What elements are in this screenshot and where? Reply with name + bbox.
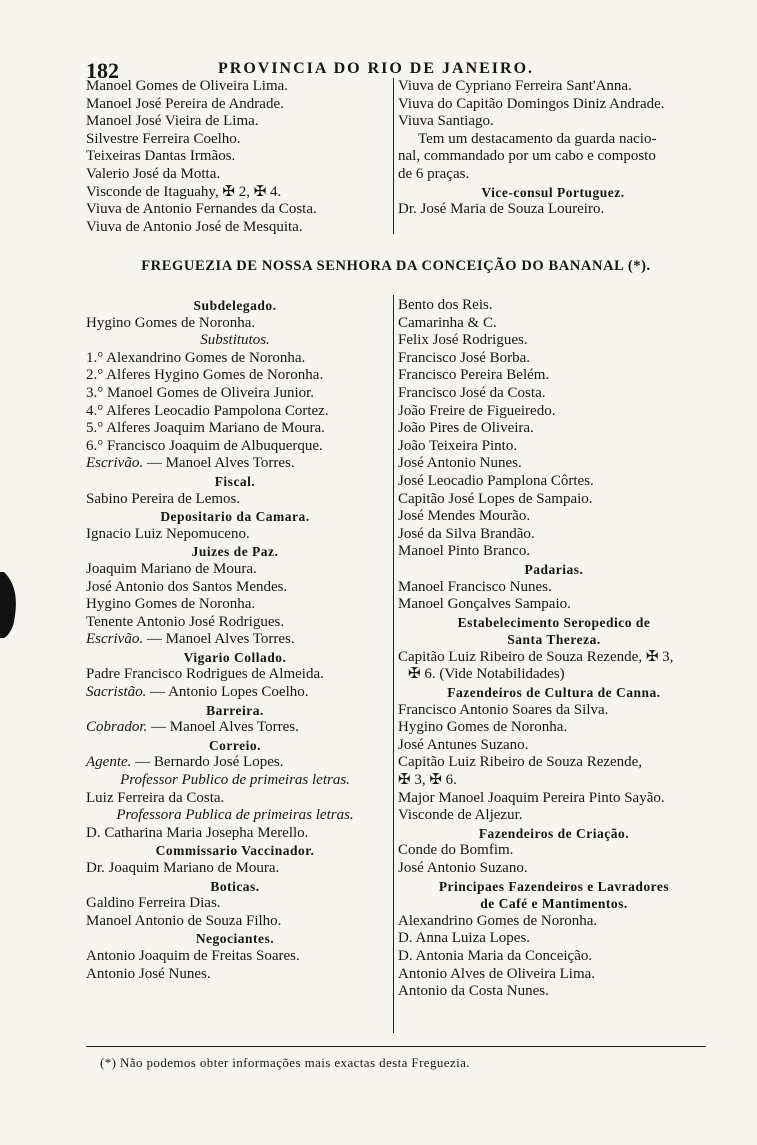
fiscal-heading: Fiscal.	[214, 473, 256, 489]
garrison-note: nal, commandado por um cabo e composto	[398, 148, 656, 165]
depositario-name: Ignacio Luiz Nepomuceno.	[86, 525, 250, 542]
list-item: D. Anna Luiza Lopes.	[398, 930, 531, 947]
list-item: Silvestre Ferreira Coelho.	[86, 130, 241, 147]
list-item: Joaquim Mariano de Moura.	[86, 560, 257, 577]
list-item: 3.° Manoel Gomes de Oliveira Junior.	[86, 384, 315, 401]
list-item: Viuva do Capitão Domingos Diniz Andrade.	[398, 95, 665, 112]
top-left-column	[86, 78, 386, 236]
list-item: Manoel Gomes de Oliveira Lima.	[86, 78, 289, 94]
list-item: Visconde de Aljezur.	[398, 807, 523, 824]
sacristao-name: — Antonio Lopes Coelho.	[150, 684, 309, 701]
list-item: D. Antonia Maria da Conceição.	[398, 947, 593, 964]
vice-consul-name: Dr. José Maria de Souza Loureiro.	[398, 201, 605, 218]
footnote: (*) Não podemos obter informações mais exactas desta Freguezia.	[100, 1055, 470, 1070]
list-item: 5.° Alferes Joaquim Mariano de Moura.	[86, 420, 325, 437]
list-item: Antonio Alves de Oliveira Lima.	[398, 965, 596, 982]
list-item: Bento dos Reis.	[398, 297, 493, 313]
boticas-heading: Boticas.	[210, 878, 260, 894]
cobrador-label: Cobrador.	[86, 719, 148, 736]
list-item: Manoel José Pereira de Andrade.	[86, 95, 284, 112]
list-item: Capitão Luiz Ribeiro de Souza Rezende,	[398, 754, 643, 771]
list-item: Viuva Santiago.	[398, 113, 494, 130]
list-item: João Teixeira Pinto.	[398, 437, 518, 454]
subdelegado-name: Hygino Gomes de Noronha.	[86, 314, 256, 331]
list-item: José da Silva Brandão.	[398, 525, 535, 542]
barreira-heading: Barreira.	[206, 702, 264, 718]
escrivao-name: — Manoel Alves Torres.	[146, 455, 295, 472]
list-item: Francisco José da Costa.	[398, 384, 546, 401]
escrivao-label: Escrivão.	[86, 455, 144, 472]
list-item: José Antonio Suzano.	[398, 860, 528, 876]
column-divider	[393, 78, 394, 234]
sacristao-label: Sacristão.	[86, 684, 147, 701]
list-item: João Pires de Oliveira.	[398, 420, 534, 437]
list-item: Francisco Antonio Soares da Silva.	[398, 701, 609, 718]
top-right-column	[398, 78, 708, 219]
list-item: Manoel Antonio de Souza Filho.	[86, 912, 282, 929]
footnote-rule	[86, 1046, 706, 1047]
page-number: 182	[86, 58, 119, 83]
list-item: Major Manoel Joaquim Pereira Pinto Sayão.	[398, 789, 665, 806]
list-item: Capitão Luiz Ribeiro de Souza Rezende, ✠ 3,	[398, 648, 674, 665]
criacao-heading: Fazendeiros de Criação.	[478, 825, 630, 841]
agente-name: — Bernardo José Lopes.	[135, 754, 284, 771]
negociantes-heading: Negociantes.	[195, 931, 275, 947]
list-item: Conde do Bomfim.	[398, 842, 514, 859]
list-item: Antonio José Nunes.	[86, 965, 211, 982]
list-item: José Mendes Mourão.	[398, 508, 531, 525]
principaes-heading: de Café e Mantimentos.	[480, 896, 628, 912]
list-item: 6.° Francisco Joaquim de Albuquerque.	[86, 437, 323, 454]
list-item: 2.° Alferes Hygino Gomes de Noronha.	[86, 367, 324, 384]
professora-heading: Professora Publica de primeiras letras.	[116, 807, 354, 824]
list-item: Valerio José da Motta.	[86, 165, 221, 182]
correio-heading: Correio.	[208, 737, 262, 753]
list-item: José Antonio Nunes.	[398, 455, 522, 472]
list-item: 1.° Alexandrino Gomes de Noronha.	[86, 349, 306, 366]
garrison-note: de 6 praças.	[398, 165, 470, 182]
escrivao-name: — Manoel Alves Torres.	[146, 631, 295, 648]
vice-consul-heading: Vice-consul Portuguez.	[481, 184, 625, 200]
running-title: PROVINCIA DO RIO DE JANEIRO.	[218, 60, 535, 77]
list-item: Viuva de Antonio Fernandes da Costa.	[86, 201, 317, 218]
list-item: José Leocadio Pamplona Côrtes.	[398, 472, 594, 489]
canna-heading: Fazendeiros de Cultura de Canna.	[447, 685, 661, 701]
list-item: Camarinha & C.	[398, 314, 497, 331]
garrison-note: Tem um destacamento da guarda nacio-	[418, 130, 657, 147]
list-item: Hygino Gomes de Noronha.	[86, 596, 256, 613]
professor-name: Luiz Ferreira da Costa.	[86, 789, 225, 806]
list-item: 4.° Alferes Leocadio Pampolona Cortez.	[86, 402, 329, 419]
escrivao-line	[86, 455, 384, 473]
juizes-heading: Juizes de Paz.	[191, 544, 279, 560]
section-title: FREGUEZIA DE NOSSA SENHORA DA CONCEIÇÃO DO BANANAL (*).	[141, 258, 651, 274]
list-item: Antonio da Costa Nunes.	[398, 983, 549, 1000]
sacristao-line	[86, 684, 384, 702]
cobrador-name: — Manoel Alves Torres.	[151, 719, 299, 736]
list-item: Manoel Gonçalves Sampaio.	[398, 596, 571, 613]
agente-label: Agente.	[86, 754, 132, 771]
right-column	[398, 297, 710, 1001]
list-item: João Freire de Figueiredo.	[398, 402, 556, 419]
left-column	[86, 297, 384, 983]
list-item: José Antonio dos Santos Mendes.	[86, 578, 288, 595]
list-item: Manoel Francisco Nunes.	[398, 578, 552, 595]
list-item: Capitão José Lopes de Sampaio.	[398, 490, 593, 507]
agente-line	[86, 754, 384, 772]
list-item: Tenente Antonio José Rodrigues.	[86, 613, 285, 630]
list-item: José Antunes Suzano.	[398, 736, 529, 753]
professora-name: D. Catharina Maria Josepha Merello.	[86, 824, 309, 841]
estabelecimento-heading: Santa Thereza.	[507, 632, 601, 648]
padarias-heading: Padarias.	[524, 561, 584, 577]
list-item: Francisco Pereira Belém.	[398, 367, 550, 384]
escrivao-line	[86, 631, 384, 649]
vigario-name: Padre Francisco Rodrigues de Almeida.	[86, 666, 324, 683]
depositario-heading: Depositario da Camara.	[160, 509, 310, 525]
commissario-heading: Commissario Vaccinador.	[155, 843, 315, 859]
list-item: Manoel Pinto Branco.	[398, 543, 531, 560]
list-item: Felix José Rodrigues.	[398, 332, 528, 349]
fiscal-name: Sabino Pereira de Lemos.	[86, 490, 241, 507]
list-item: Teixeiras Dantas Irmãos.	[86, 148, 236, 165]
binding-shadow-icon	[0, 570, 24, 640]
cobrador-line	[86, 719, 384, 737]
professor-heading: Professor Publico de primeiras letras.	[120, 772, 350, 789]
list-item: Manoel José Vieira de Lima.	[86, 113, 259, 130]
list-item: Viuva de Antonio José de Mesquita.	[86, 218, 303, 235]
list-item: Francisco José Borba.	[398, 349, 531, 366]
list-item: Viuva de Cypriano Ferreira Sant'Anna.	[398, 78, 632, 94]
list-item: Antonio Joaquim de Freitas Soares.	[86, 947, 300, 964]
vigario-heading: Vigario Collado.	[183, 649, 287, 665]
list-item: ✠ 3, ✠ 6.	[398, 772, 457, 789]
subdelegado-heading: Subdelegado.	[193, 298, 277, 313]
list-item: Hygino Gomes de Noronha.	[398, 719, 568, 736]
list-item: Alexandrino Gomes de Noronha.	[398, 912, 598, 929]
list-item: ✠ 6. (Vide Notabilidades)	[408, 666, 565, 683]
list-item: Galdino Ferreira Dias.	[86, 895, 221, 912]
commissario-name: Dr. Joaquim Mariano de Moura.	[86, 860, 280, 876]
substitutos-heading: Substitutos.	[200, 332, 270, 349]
escrivao-label: Escrivão.	[86, 631, 144, 648]
estabelecimento-heading: Estabelecimento Seropedico de	[457, 614, 651, 630]
principaes-heading: Principaes Fazendeiros e Lavradores	[438, 878, 670, 894]
column-divider	[393, 295, 394, 1033]
list-item: Visconde de Itaguahy, ✠ 2, ✠ 4.	[86, 183, 282, 200]
